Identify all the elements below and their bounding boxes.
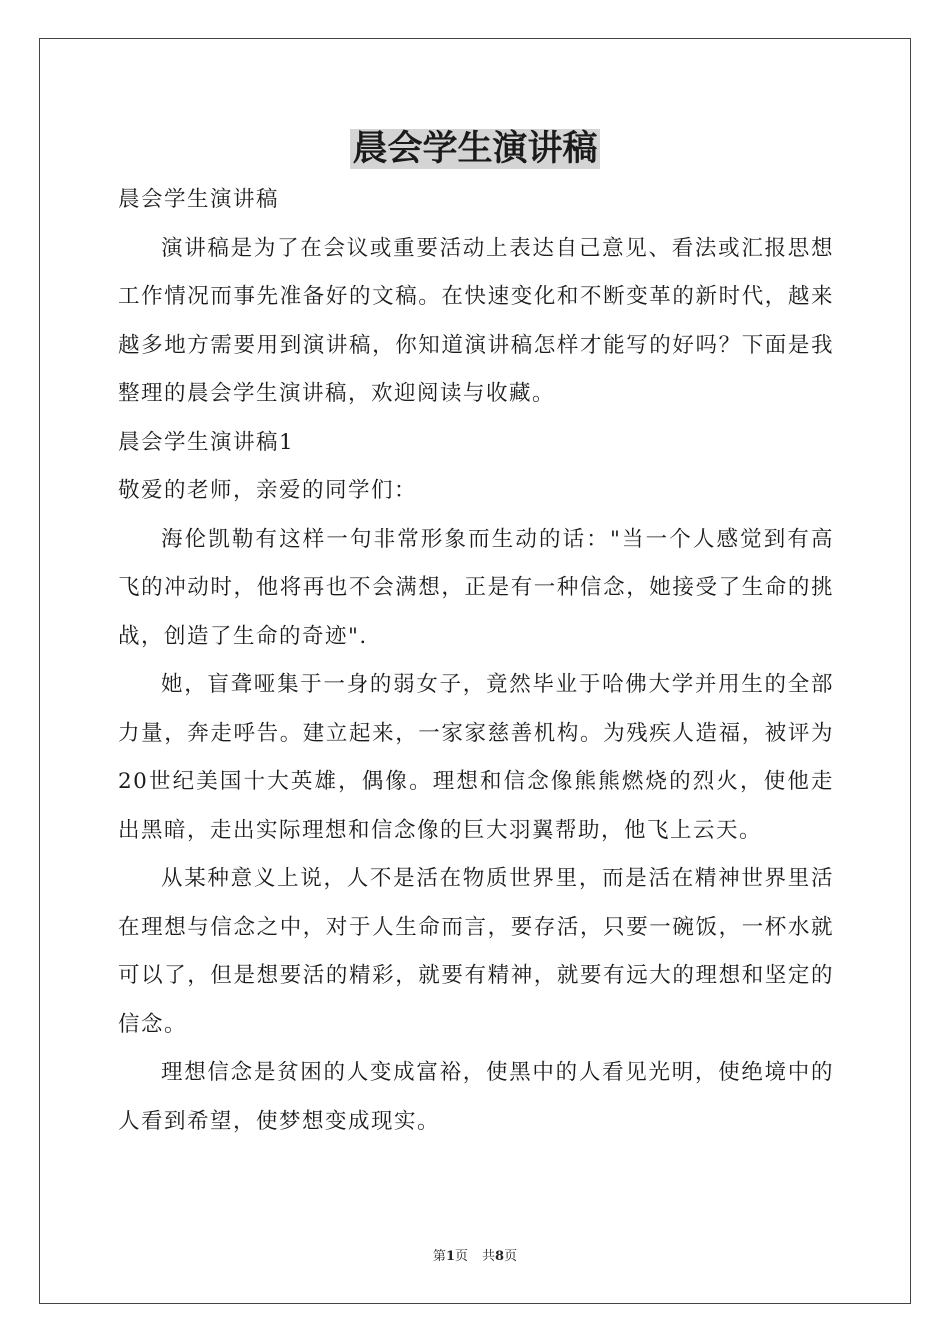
paragraph-subtitle: 晨会学生演讲稿 (118, 187, 280, 212)
document-body (118, 176, 834, 1146)
paragraph-section-heading: 晨会学生演讲稿1 (118, 429, 295, 455)
document-title (0, 126, 950, 172)
paragraph-body: 理想信念是贫困的人变成富裕，使黑中的人看见光明，使绝境中的人看到希望，使梦想变成现实。 (118, 1060, 834, 1134)
paragraph-salutation: 敬爱的老师，亲爱的同学们： (118, 478, 418, 503)
document-title-text: 晨会学生演讲稿 (352, 129, 598, 169)
total-prefix: 共 (482, 1249, 496, 1264)
paragraph-intro: 演讲稿是为了在会议或重要活动上表达自己意见、看法或汇报思想工作情况而事先准备好的文稿。在快速变化和不断变革的新时代，越来越多地方需要用到演讲稿，你知道演讲稿怎样才能写的好吗？下面是我整理的晨会学生演讲稿，欢迎阅读与收藏。 (118, 235, 834, 406)
paragraph-body: 她，盲聋哑集于一身的弱女子，竟然毕业于哈佛大学并用生的全部力量，奔走呼告。建立起来，一家家慈善机构。为残疾人造福，被评为20世纪美国十大英雄，偶像。理想和信念像熊熊燃烧的烈火，使他走出黑暗，走出实际理想和信念像的巨大羽翼帮助，他飞上云天。 (118, 672, 834, 843)
total-suffix: 页 (504, 1249, 518, 1264)
paragraph-body: 海伦凯勒有这样一句非常形象而生动的话："当一个人感觉到有高飞的冲动时，他将再也不会满想，正是有一种信念，她接受了生命的挑战，创造了生命的奇迹". (118, 526, 834, 649)
paragraph-body: 从某种意义上说，人不是活在物质世界里，而是活在精神世界里活在理想与信念之中，对于人生命而言，要存活，只要一碗饭，一杯水就可以了，但是想要活的精彩，就要有精神，就要有远大的理想和坚定的信念。 (118, 866, 834, 1037)
page-suffix: 页 (454, 1249, 468, 1264)
page-prefix: 第 (432, 1249, 446, 1264)
page-footer (0, 1248, 950, 1266)
page-number: 1 (445, 1249, 455, 1264)
total-pages: 8 (495, 1249, 505, 1264)
